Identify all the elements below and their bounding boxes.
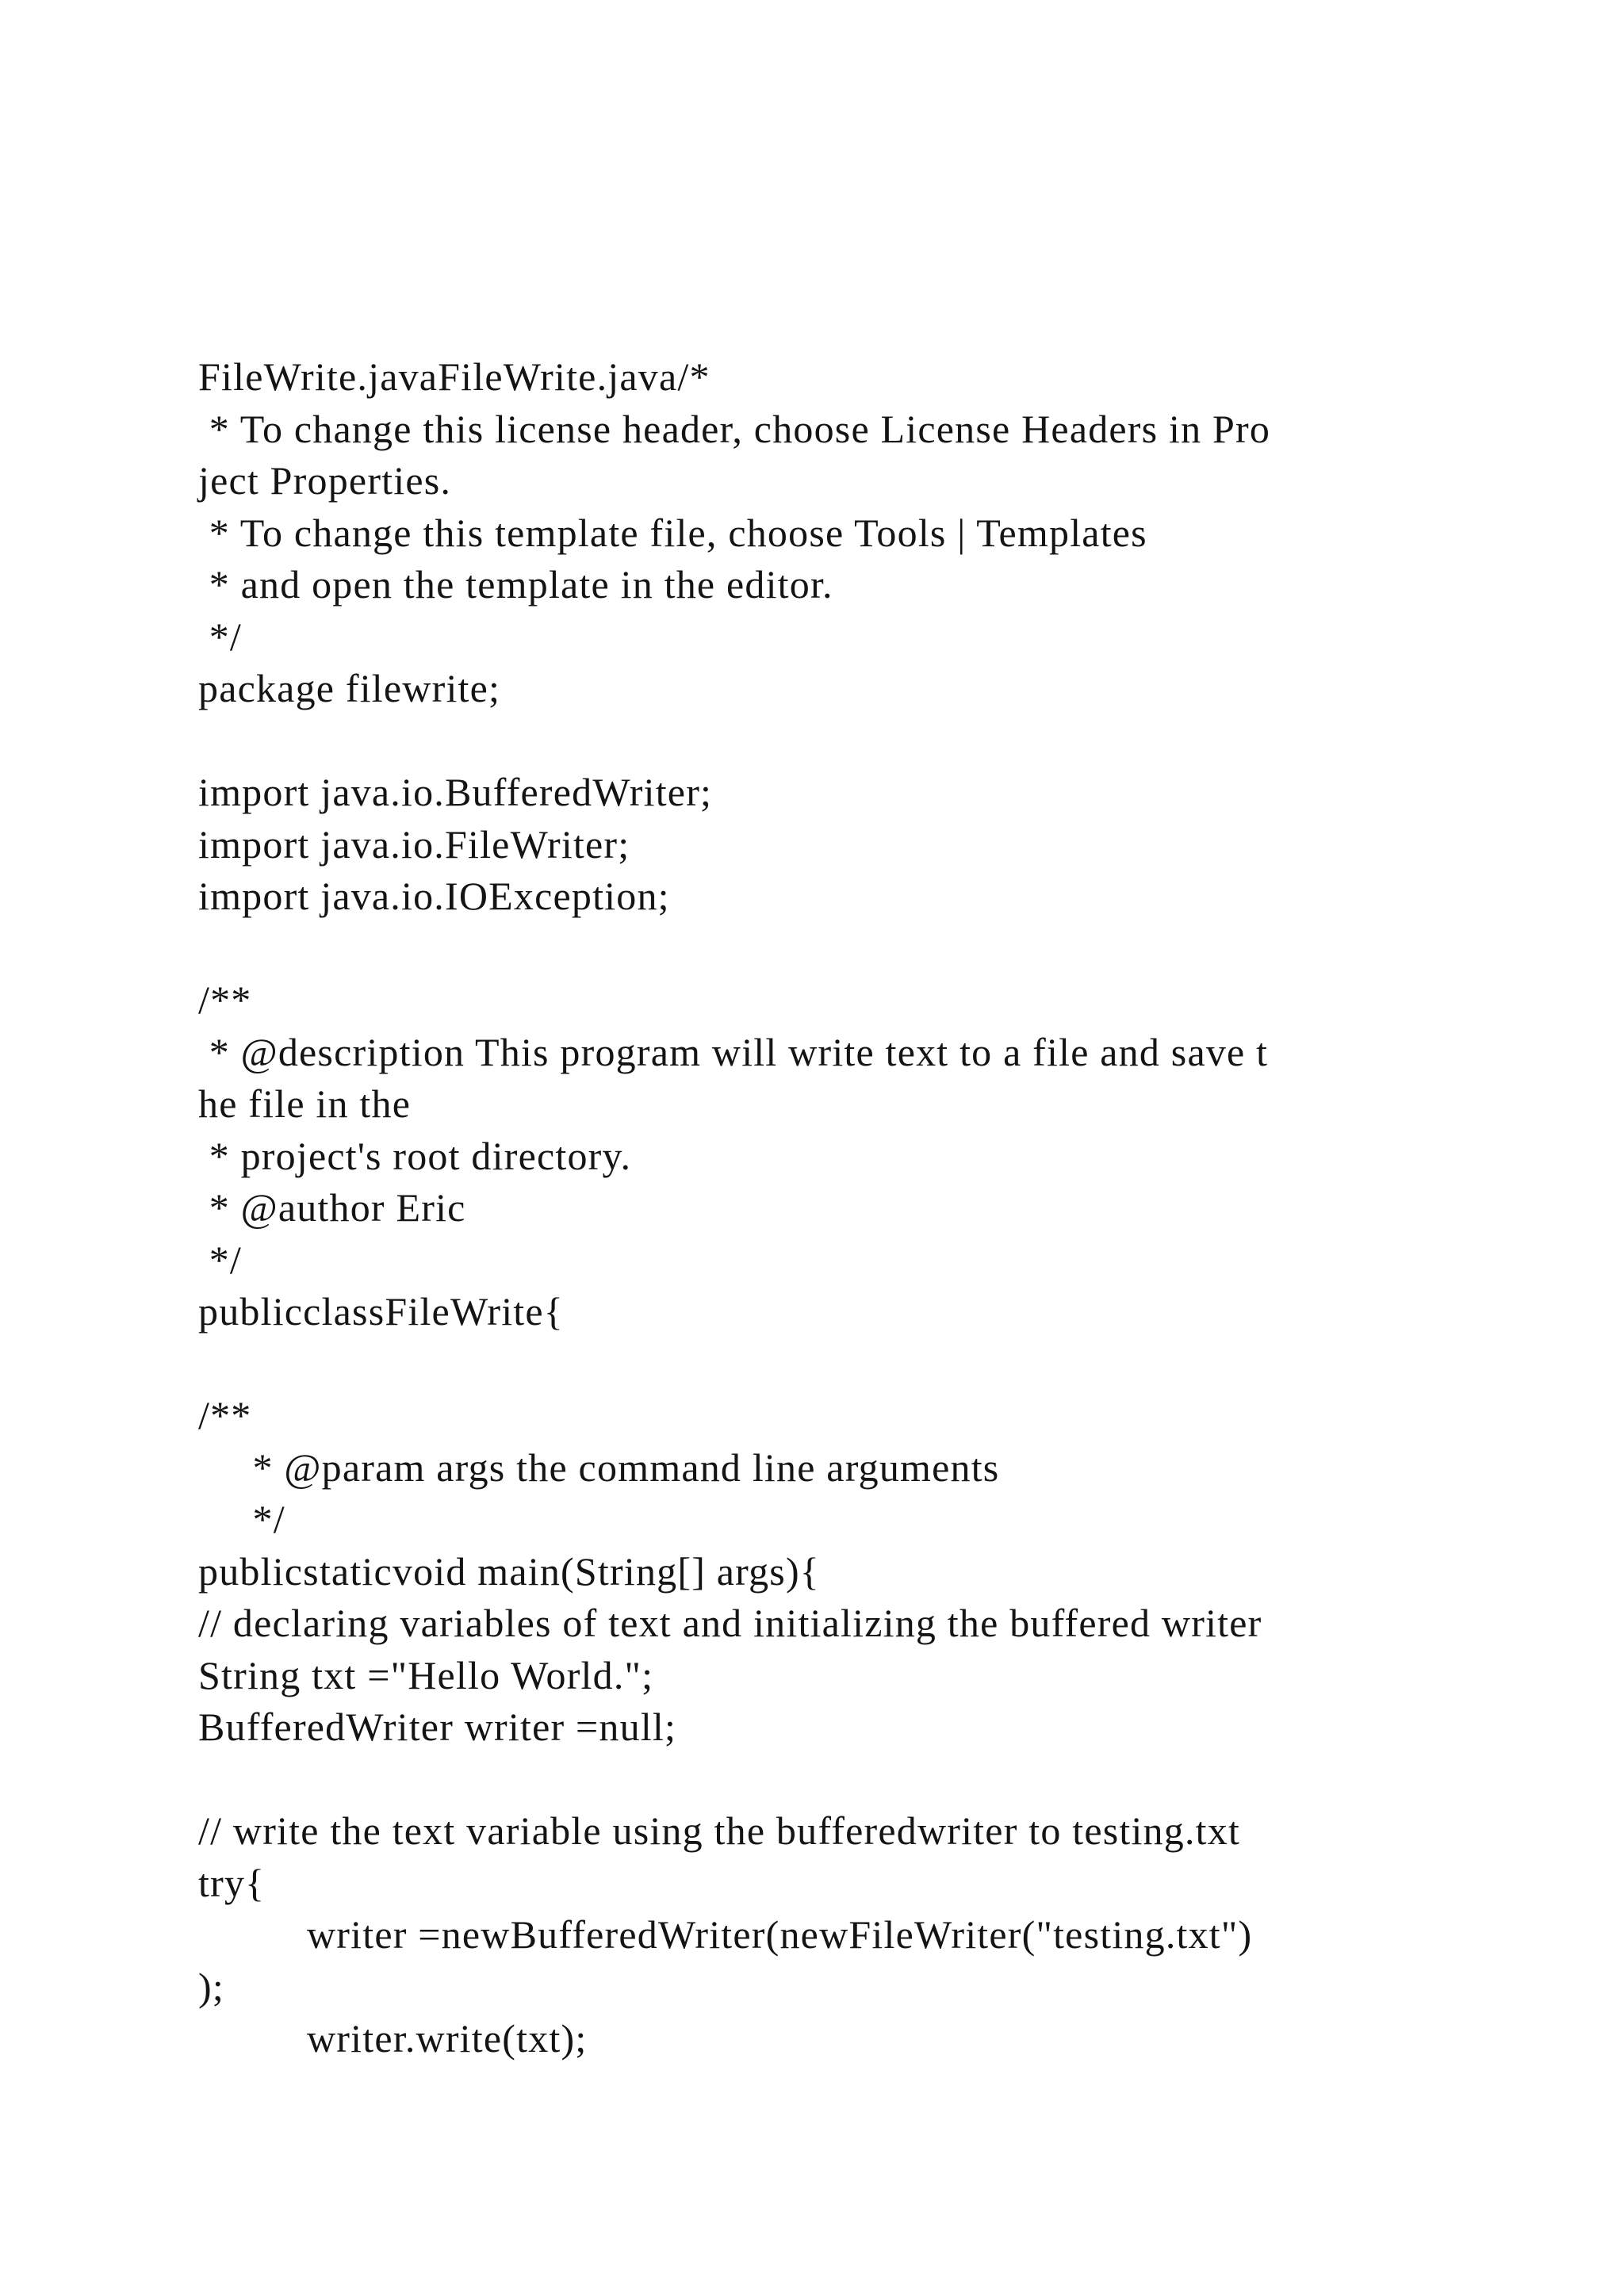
text-line: */	[198, 1497, 285, 1541]
text-line: import java.io.BufferedWriter;	[198, 770, 713, 814]
text-line: // write the text variable using the bufferedwriter to testing.txt	[198, 1808, 1241, 1853]
text-line: /**	[198, 978, 252, 1022]
text-line: ject Properties.	[198, 458, 452, 503]
text-line: BufferedWriter writer =null;	[198, 1705, 677, 1749]
text-line: * To change this license header, choose License Headers in Pro	[198, 406, 1271, 451]
text-line: FileWrite.javaFileWrite.java/*	[198, 354, 710, 399]
text-line: * @param args the command line arguments	[198, 1445, 1000, 1490]
text-line: * To change this template file, choose Tools | Templates	[198, 510, 1147, 555]
text-line: // declaring variables of text and initializing the buffered writer	[198, 1601, 1262, 1645]
text-line: */	[198, 614, 242, 659]
text-line: he file in the	[198, 1081, 412, 1126]
text-line: /**	[198, 1393, 252, 1437]
text-line: */	[198, 1237, 242, 1282]
text-line: String txt ="Hello World.";	[198, 1652, 654, 1697]
text-line: writer =newBufferedWriter(newFileWriter("testing.txt")	[198, 1912, 1253, 1957]
text-line: publicclassFileWrite{	[198, 1289, 564, 1334]
blank-line	[198, 923, 1515, 975]
text-line: import java.io.FileWriter;	[198, 821, 630, 867]
blank-line	[198, 1338, 1515, 1391]
text-line: try{	[198, 1860, 266, 1905]
text-line: * and open the template in the editor.	[198, 562, 833, 607]
document-text	[198, 351, 1515, 2065]
text-line: package filewrite;	[198, 666, 501, 710]
text-line: writer.write(txt);	[198, 2016, 588, 2061]
text-line: import java.io.IOException;	[198, 874, 670, 918]
text-line: * @author Eric	[198, 1185, 466, 1230]
text-line: * project's root directory.	[198, 1133, 632, 1178]
text-line: publicstaticvoid main(String[] args){	[198, 1548, 820, 1594]
blank-line	[198, 715, 1515, 767]
text-line: );	[198, 1964, 224, 2009]
blank-line	[198, 1754, 1515, 1806]
text-line: * @description This program will write text to a file and save t	[198, 1029, 1269, 1074]
